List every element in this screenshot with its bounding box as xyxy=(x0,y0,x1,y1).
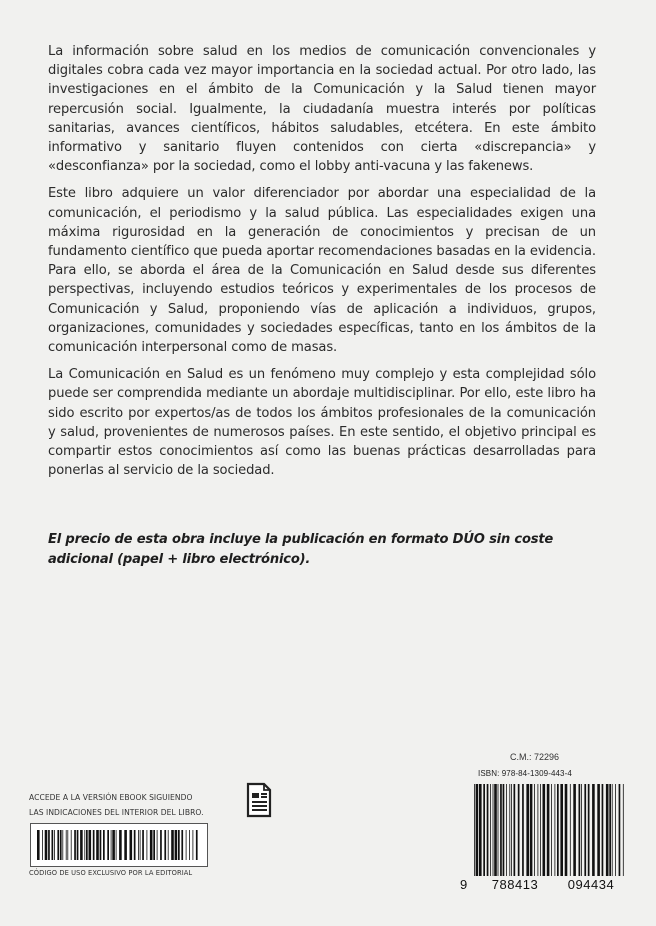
barcode-bar xyxy=(619,784,621,876)
barcode-bar xyxy=(494,784,497,876)
barcode-bar xyxy=(119,830,122,860)
barcode-bar xyxy=(100,830,102,860)
barcode-bar xyxy=(476,784,479,876)
barcode-bar xyxy=(89,830,92,860)
barcode-bar xyxy=(498,784,499,876)
barcode-bar xyxy=(181,830,183,860)
barcode-bar xyxy=(581,784,582,876)
barcode-bar xyxy=(66,830,67,860)
ebook-document-icon xyxy=(244,782,274,818)
barcode-bar xyxy=(124,830,127,860)
barcode-bar xyxy=(140,830,141,860)
barcode-bar xyxy=(37,830,40,860)
barcode-bar xyxy=(500,784,502,876)
barcode-bar xyxy=(111,830,112,860)
barcode-bar xyxy=(74,830,76,860)
barcode-bar xyxy=(522,784,524,876)
barcode-bar xyxy=(107,830,109,860)
access-code-barcode xyxy=(30,823,208,867)
barcode-bar xyxy=(175,830,178,860)
barcode-bar xyxy=(479,784,482,876)
barcode-bar xyxy=(560,784,563,876)
barcode-bar xyxy=(612,784,613,876)
barcode-bar xyxy=(483,784,485,876)
barcode-bar xyxy=(503,784,505,876)
barcode-bar xyxy=(45,830,48,860)
barcode-bar xyxy=(164,830,166,860)
barcode-bar xyxy=(540,784,541,876)
barcode-right-group: 094434 xyxy=(567,877,615,892)
barcode-bar xyxy=(189,830,190,860)
synopsis xyxy=(48,42,596,488)
barcode-bar xyxy=(490,784,491,876)
barcode-bar xyxy=(584,784,586,876)
isbn-label: ISBN: 978-84-1309-443-4 xyxy=(478,769,572,778)
barcode-bar xyxy=(551,784,552,876)
barcode-bar xyxy=(543,784,546,876)
barcode-bar xyxy=(54,830,55,860)
barcode-bar xyxy=(80,830,83,860)
barcode-bar xyxy=(52,830,54,860)
synopsis-paragraph-1: La información sobre salud en los medios de comunicación convencionales y digitales cobra cada vez mayor importancia en la sociedad actual. Por otro lado, las investigaciones en el ámbito de la Comunicación y la Salud tienen mayor repercusión social. Igualmente, la ciudadanía muestra interés por políticas sanitarias, avances científicos, hábitos saludables, etcétera. En este ámbito informativo y sanitario fluyen contenidos con cierta «discrepancia» y «desconfianza» por la sociedad, como el lobby anti-vacuna y las fakenews. xyxy=(48,44,596,175)
barcode-bar xyxy=(474,784,475,876)
barcode-bar xyxy=(130,830,133,860)
barcode-bar xyxy=(493,784,494,876)
barcode-bar xyxy=(84,830,85,860)
barcode-bar xyxy=(142,830,144,860)
barcode-bar xyxy=(606,784,609,876)
barcode-bar xyxy=(96,830,99,860)
barcode-bar xyxy=(547,784,550,876)
duo-format-note: El precio de esta obra incluye la publicación en formato DÚO sin coste adicional (papel + libro electrónico). xyxy=(48,532,554,567)
barcode-bar xyxy=(623,784,624,876)
barcode-bar xyxy=(60,830,62,860)
synopsis-paragraph-2: Este libro adquiere un valor diferenciador por abordar una especialidad de la comunicación, el periodismo y la salud pública. Las especialidades exigen una máxima rigurosidad en la generación de conocimientos y precisan de un fundamento científico que pueda aportar recomendaciones basadas en la evidencia. Para ello, se aborda el área de la Comunicación en Salud desde sus diferentes perspectivas, incluyendo estudios teóricos y experimentales de los procesos de Comunicación y Salud, proponiendo vías de aplicación a individuos, grupos, organizaciones, comunidades y sociedades específicas, tanto en los ámbitos de la comunicación interpersonal como de masas. xyxy=(48,186,596,356)
barcode-bar xyxy=(153,830,155,860)
barcode-bar xyxy=(487,784,489,876)
barcode-bar xyxy=(193,830,194,860)
barcode-bar xyxy=(196,830,198,860)
barcode-bar xyxy=(557,784,559,876)
barcode-bar xyxy=(77,830,79,860)
barcode-bar xyxy=(147,830,148,860)
barcode-bar xyxy=(93,830,95,860)
barcode-bar xyxy=(573,784,576,876)
barcode-bar xyxy=(168,830,169,860)
barcode-bar xyxy=(609,784,611,876)
access-code-caption: CÓDIGO DE USO EXCLUSIVO POR LA EDITORIAL xyxy=(29,869,193,877)
barcode-bar xyxy=(112,830,115,860)
barcode-bar xyxy=(134,830,136,860)
barcode-bar xyxy=(150,830,153,860)
barcode-bar xyxy=(157,830,158,860)
barcode-bar xyxy=(538,784,539,876)
barcode-bar xyxy=(565,784,568,876)
barcode-bar xyxy=(597,784,600,876)
barcode-bar xyxy=(171,830,174,860)
barcode-bar xyxy=(103,830,105,860)
barcode-bar xyxy=(116,830,117,860)
barcode-bar xyxy=(592,784,595,876)
barcode-bar xyxy=(71,830,72,860)
barcode-bar xyxy=(526,784,529,876)
ebook-instructions-line-1: ACCEDE A LA VERSIÓN EBOOK SIGUIENDO xyxy=(29,793,193,802)
barcode-bar xyxy=(534,784,535,876)
barcode-bar xyxy=(48,830,50,860)
barcode-bar xyxy=(602,784,604,876)
isbn-barcode xyxy=(460,782,630,878)
barcode-bar xyxy=(588,784,590,876)
barcode-bar xyxy=(178,830,180,860)
barcode-bar xyxy=(186,830,187,860)
barcode-lead-digit: 9 xyxy=(460,877,468,892)
barcode-bar xyxy=(555,784,556,876)
barcode-bar xyxy=(514,784,516,876)
barcode-bar xyxy=(160,830,162,860)
barcode-bar xyxy=(86,830,88,860)
barcode-bar xyxy=(62,830,63,860)
barcode-bar xyxy=(138,830,139,860)
ebook-instructions-line-2: LAS INDICACIONES DEL INTERIOR DEL LIBRO. xyxy=(29,808,204,817)
barcode-bar xyxy=(579,784,581,876)
synopsis-paragraph-3: La Comunicación en Salud es un fenómeno muy complejo y esta complejidad sólo puede ser comprendida mediante un abordaje multidisciplinar. Por ello, este libro ha sido escrito por expertos/as de todos los ámbitos profesionales de la comunicación y salud, provenientes de numerosos países. En este sentido, el objetivo principal es compartir estos conocimientos así como las buenas prácticas desarrolladas para ponerlas al servicio de la sociedad. xyxy=(48,367,596,479)
barcode-bar xyxy=(530,784,533,876)
cm-code: C.M.: 72296 xyxy=(510,752,560,762)
barcode-bar xyxy=(509,784,510,876)
isbn-barcode-digits xyxy=(460,877,632,892)
barcode-bar xyxy=(42,830,43,860)
barcode-left-group: 788413 xyxy=(491,877,539,892)
barcode-bar xyxy=(518,784,520,876)
barcode-bar xyxy=(570,784,571,876)
barcode-bar xyxy=(57,830,59,860)
barcode-bar xyxy=(506,784,507,876)
barcode-bar xyxy=(67,830,68,860)
barcode-bar xyxy=(615,784,616,876)
ebook-instructions xyxy=(29,790,259,820)
barcode-bar xyxy=(511,784,512,876)
